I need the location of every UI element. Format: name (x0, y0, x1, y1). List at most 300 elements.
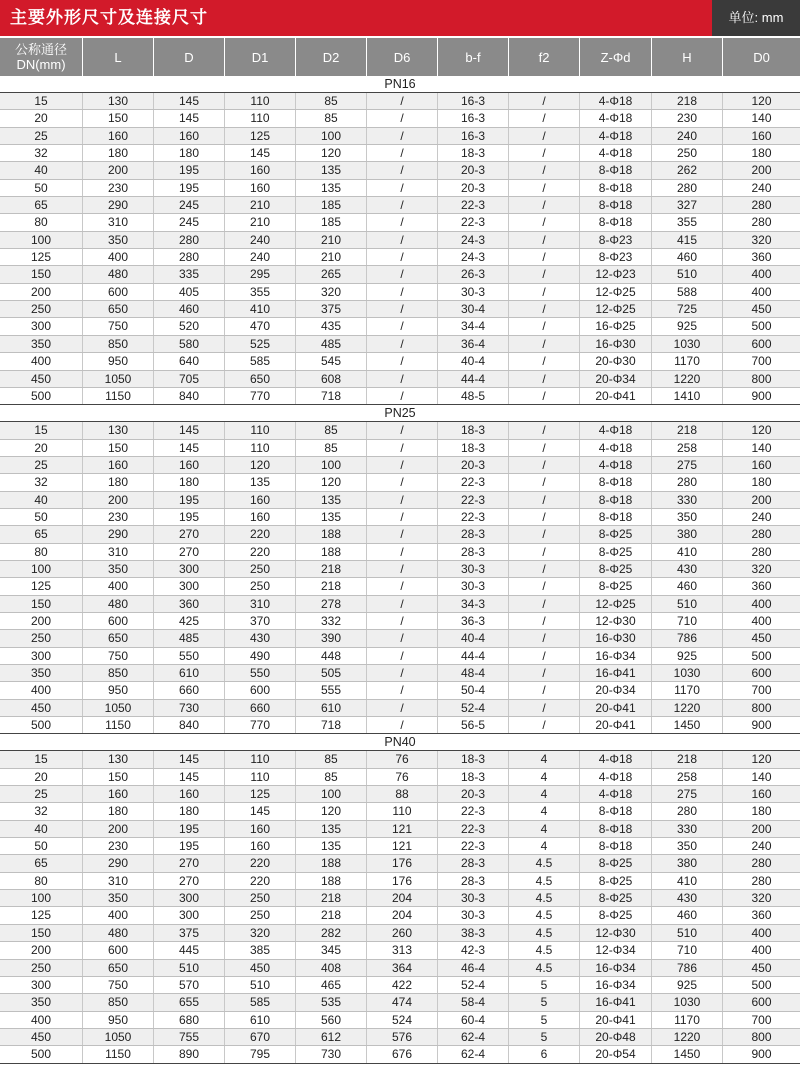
table-cell: 135 (296, 509, 367, 525)
section-title: PN25 (0, 405, 800, 422)
table-row (0, 1029, 800, 1046)
table-cell: 145 (154, 93, 225, 109)
table-cell: 1150 (83, 388, 154, 404)
table-cell: 25 (0, 457, 83, 473)
table-cell: 1150 (83, 1046, 154, 1062)
table-cell: 350 (0, 665, 83, 681)
table-cell: 220 (225, 526, 296, 542)
table-cell: 60-4 (438, 1012, 509, 1028)
table-cell: 800 (751, 700, 772, 715)
table-cell: 480 (83, 596, 154, 612)
table-cell: 8-Φ18 (580, 492, 652, 508)
table-row (0, 440, 800, 457)
table-cell: 16-Φ30 (580, 336, 652, 352)
column-header: D1 (225, 38, 296, 76)
table-cell: 8-Φ18 (580, 180, 652, 196)
table-cell: 8-Φ23 (580, 249, 652, 265)
table-cell: 500 (0, 388, 83, 404)
table-cell: 100 (0, 561, 83, 577)
table-cell: / (509, 266, 580, 282)
table-cell: 50 (0, 180, 83, 196)
table-cell: / (509, 578, 580, 594)
table-cell: 38-3 (438, 925, 509, 941)
table-cell: 188 (296, 526, 367, 542)
table-row (0, 509, 800, 526)
table-cell: / (367, 353, 438, 369)
table-cell: 44-4 (438, 648, 509, 664)
table-cell: 545 (296, 353, 367, 369)
table-cell: 200 (83, 821, 154, 837)
table-cell: 380 (652, 855, 723, 871)
table-cell: 500 (0, 1046, 83, 1062)
table-cell: / (509, 682, 580, 698)
table-cell: 450 (0, 700, 83, 716)
table-cell: 210 (225, 197, 296, 213)
table-row (0, 388, 800, 405)
column-header: D2 (296, 38, 367, 76)
table-cell: 8-Φ18 (580, 197, 652, 213)
table-cell: 676 (367, 1046, 438, 1062)
table-row (0, 578, 800, 595)
table-cell: 608 (296, 371, 367, 387)
table-cell: 710 (652, 613, 723, 629)
table-row (0, 890, 800, 907)
table-row (0, 301, 800, 318)
table-cell: 450 (225, 960, 296, 976)
table-cell: 8-Φ18 (580, 474, 652, 490)
table-cell: 16-Φ25 (580, 318, 652, 334)
table-cell: 20 (0, 440, 83, 456)
table-row (0, 700, 800, 717)
table-cell: 460 (154, 301, 225, 317)
table-cell: 15 (0, 751, 83, 767)
table-cell: 180 (83, 474, 154, 490)
table-row (0, 561, 800, 578)
table-cell: 250 (0, 301, 83, 317)
table-cell: 16-Φ34 (580, 977, 652, 993)
section-title: PN40 (0, 734, 800, 751)
table-cell: 16-3 (438, 128, 509, 144)
table-row (0, 907, 800, 924)
table-cell: 400 (751, 267, 772, 282)
table-cell: 350 (83, 561, 154, 577)
table-cell: 8-Φ18 (580, 803, 652, 819)
table-cell: 20 (0, 769, 83, 785)
table-cell: / (367, 457, 438, 473)
table-cell: 435 (296, 318, 367, 334)
table-cell: 195 (154, 492, 225, 508)
table-cell: / (367, 561, 438, 577)
table-cell: 510 (652, 925, 723, 941)
table-cell: / (509, 197, 580, 213)
table-cell: 900 (751, 718, 772, 733)
table-cell: / (509, 526, 580, 542)
table-cell: 230 (83, 180, 154, 196)
table-cell: 135 (296, 821, 367, 837)
table-cell: 700 (751, 354, 772, 369)
table-row (0, 717, 800, 734)
table-cell: 950 (83, 1012, 154, 1028)
table-cell: 40-4 (438, 353, 509, 369)
table-cell: 1150 (83, 717, 154, 733)
table-cell: / (367, 162, 438, 178)
table-cell: 195 (154, 838, 225, 854)
table-cell: 525 (225, 336, 296, 352)
table-cell: 25 (0, 786, 83, 802)
pressure-section (0, 734, 800, 1063)
table-cell: / (509, 544, 580, 560)
table-cell: 1030 (652, 665, 723, 681)
table-cell: / (367, 700, 438, 716)
table-cell: 300 (154, 578, 225, 594)
table-cell: 22-3 (438, 214, 509, 230)
table-cell: 400 (83, 907, 154, 923)
table-cell: 28-3 (438, 873, 509, 889)
table-cell: 410 (652, 544, 723, 560)
table-cell: 50 (0, 509, 83, 525)
table-cell: 320 (296, 284, 367, 300)
table-cell: 125 (0, 249, 83, 265)
table-cell: / (367, 509, 438, 525)
column-header: D (154, 38, 225, 76)
table-cell: 22-3 (438, 803, 509, 819)
table-cell: / (367, 232, 438, 248)
table-cell: 12-Φ30 (580, 613, 652, 629)
table-cell: 588 (652, 284, 723, 300)
table-row (0, 128, 800, 145)
table-row (0, 838, 800, 855)
table-cell: 925 (652, 648, 723, 664)
table-cell: 218 (652, 751, 723, 767)
table-cell: 4 (509, 751, 580, 767)
table-cell: / (367, 474, 438, 490)
table-cell: / (367, 128, 438, 144)
table-cell: 850 (83, 994, 154, 1010)
table-cell: 195 (154, 162, 225, 178)
table-cell: 550 (225, 665, 296, 681)
table-cell: / (509, 162, 580, 178)
table-cell: 4 (509, 786, 580, 802)
table-cell: 570 (154, 977, 225, 993)
table-cell: 510 (225, 977, 296, 993)
table-cell: 188 (296, 855, 367, 871)
table-cell: 85 (296, 422, 367, 438)
table-cell: 200 (83, 162, 154, 178)
table-cell: 135 (296, 180, 367, 196)
table-row (0, 613, 800, 630)
table-cell: 110 (225, 440, 296, 456)
table-cell: 80 (0, 544, 83, 560)
table-cell: 600 (83, 942, 154, 958)
table-cell: / (509, 353, 580, 369)
table-cell: 121 (367, 821, 438, 837)
table-cell: / (509, 318, 580, 334)
table-cell: 176 (367, 873, 438, 889)
table-cell: 40-4 (438, 630, 509, 646)
table-cell: 56-5 (438, 717, 509, 733)
table-cell: / (509, 613, 580, 629)
table-cell: 4-Φ18 (580, 751, 652, 767)
table-cell: 180 (154, 145, 225, 161)
table-cell: 4-Φ18 (580, 457, 652, 473)
table-cell: 160 (225, 509, 296, 525)
table-cell: 4.5 (509, 942, 580, 958)
table-cell: 405 (154, 284, 225, 300)
table-cell: 200 (751, 163, 772, 178)
table-cell: 40 (0, 162, 83, 178)
table-cell: 8-Φ25 (580, 873, 652, 889)
table-cell: 20-Φ41 (580, 1012, 652, 1028)
table-cell: 125 (0, 907, 83, 923)
table-cell: / (509, 110, 580, 126)
table-cell: 32 (0, 474, 83, 490)
table-cell: 100 (296, 457, 367, 473)
table-cell: / (367, 526, 438, 542)
table-cell: 160 (225, 180, 296, 196)
table-row (0, 474, 800, 491)
table-cell: / (509, 561, 580, 577)
table-cell: 327 (652, 197, 723, 213)
table-cell: 135 (296, 492, 367, 508)
table-cell: 62-4 (438, 1029, 509, 1045)
table-cell: 188 (296, 873, 367, 889)
table-cell: 320 (751, 232, 772, 247)
table-cell: 510 (154, 960, 225, 976)
table-cell: 585 (225, 994, 296, 1010)
table-cell: 460 (652, 249, 723, 265)
table-cell: 270 (154, 873, 225, 889)
table-cell: 20-Φ34 (580, 682, 652, 698)
table-cell: 600 (83, 613, 154, 629)
table-cell: 430 (225, 630, 296, 646)
table-cell: 160 (225, 821, 296, 837)
table-cell: 585 (225, 353, 296, 369)
table-cell: / (509, 474, 580, 490)
table-cell: 20 (0, 110, 83, 126)
table-cell: 460 (652, 907, 723, 923)
table-row (0, 994, 800, 1011)
table-cell: 125 (225, 128, 296, 144)
table-cell: 400 (83, 578, 154, 594)
table-cell: / (509, 214, 580, 230)
pressure-section (0, 76, 800, 405)
table-cell: 120 (751, 752, 772, 767)
table-cell: 1170 (652, 682, 723, 698)
table-cell: 12-Φ30 (580, 925, 652, 941)
table-cell: 840 (154, 717, 225, 733)
table-cell: 450 (0, 1029, 83, 1045)
table-cell: 400 (751, 925, 772, 940)
table-cell: 30-3 (438, 578, 509, 594)
table-cell: 12-Φ25 (580, 284, 652, 300)
column-header: D0 (753, 49, 770, 65)
table-cell: 100 (0, 890, 83, 906)
table-cell: 1170 (652, 353, 723, 369)
table-cell: 16-Φ34 (580, 648, 652, 664)
table-cell: 310 (83, 214, 154, 230)
table-cell: 280 (154, 249, 225, 265)
table-cell: 130 (83, 93, 154, 109)
table-cell: 12-Φ34 (580, 942, 652, 958)
table-cell: 465 (296, 977, 367, 993)
page-title: 主要外形尺寸及连接尺寸 (10, 8, 208, 27)
table-cell: 400 (751, 943, 772, 958)
table-cell: 180 (83, 803, 154, 819)
table-cell: 360 (751, 250, 772, 265)
table-cell: 24-3 (438, 232, 509, 248)
table-cell: 50 (0, 838, 83, 854)
table-cell: 280 (751, 856, 772, 871)
table-cell: 265 (296, 266, 367, 282)
table-cell: 360 (154, 596, 225, 612)
table-cell: 30-3 (438, 561, 509, 577)
table-cell: 725 (652, 301, 723, 317)
table-cell: 422 (367, 977, 438, 993)
table-cell: 270 (154, 544, 225, 560)
table-cell: 755 (154, 1029, 225, 1045)
table-row (0, 751, 800, 768)
table-cell: 12-Φ23 (580, 266, 652, 282)
table-cell: 580 (154, 336, 225, 352)
table-row (0, 492, 800, 509)
table-cell: 42-3 (438, 942, 509, 958)
table-cell: 22-3 (438, 821, 509, 837)
table-cell: 500 (751, 648, 772, 663)
table-cell: 32 (0, 145, 83, 161)
table-cell: 258 (652, 440, 723, 456)
table-cell: 230 (83, 838, 154, 854)
table-cell: / (367, 301, 438, 317)
table-cell: 655 (154, 994, 225, 1010)
table-cell: 710 (652, 942, 723, 958)
table-row (0, 596, 800, 613)
table-cell: 20-Φ41 (580, 717, 652, 733)
table-cell: 15 (0, 93, 83, 109)
table-cell: 210 (225, 214, 296, 230)
table-cell: 40 (0, 492, 83, 508)
table-cell: 705 (154, 371, 225, 387)
table-cell: 180 (751, 804, 772, 819)
table-cell: 52-4 (438, 977, 509, 993)
table-cell: 485 (154, 630, 225, 646)
table-cell: 32 (0, 803, 83, 819)
table-cell: 18-3 (438, 422, 509, 438)
table-header (0, 38, 800, 76)
table-cell: 450 (751, 960, 772, 975)
column-header: H (652, 38, 723, 76)
table-cell: 28-3 (438, 855, 509, 871)
table-row (0, 162, 800, 179)
table-cell: / (509, 145, 580, 161)
table-cell: 85 (296, 751, 367, 767)
table-row (0, 180, 800, 197)
table-cell: 100 (0, 232, 83, 248)
table-cell: 240 (751, 839, 772, 854)
table-cell: 795 (225, 1046, 296, 1062)
table-cell: / (367, 648, 438, 664)
column-header: L (83, 38, 154, 76)
table-cell: 20-3 (438, 180, 509, 196)
table-cell: 925 (652, 318, 723, 334)
table-cell: 335 (154, 266, 225, 282)
table-cell: 218 (296, 578, 367, 594)
table-cell: 145 (154, 422, 225, 438)
table-cell: 160 (154, 457, 225, 473)
table-row (0, 977, 800, 994)
table-cell: 240 (751, 180, 772, 195)
table-cell: 160 (83, 128, 154, 144)
table-cell: 262 (652, 162, 723, 178)
table-cell: 320 (225, 925, 296, 941)
table-cell: 150 (0, 266, 83, 282)
table-cell: 12-Φ25 (580, 301, 652, 317)
table-cell: 110 (225, 769, 296, 785)
table-row (0, 960, 800, 977)
table-row (0, 110, 800, 127)
table-cell: 195 (154, 821, 225, 837)
table-cell: 230 (652, 110, 723, 126)
table-cell: 250 (225, 907, 296, 923)
table-cell: 900 (751, 1047, 772, 1062)
table-cell: 375 (296, 301, 367, 317)
table-cell: 58-4 (438, 994, 509, 1010)
table-cell: 44-4 (438, 371, 509, 387)
table-cell: 650 (225, 371, 296, 387)
table-cell: 4-Φ18 (580, 145, 652, 161)
table-cell: 1170 (652, 1012, 723, 1028)
table-cell: 700 (751, 1012, 772, 1027)
table-cell: 218 (296, 907, 367, 923)
table-cell: 610 (154, 665, 225, 681)
table-cell: 750 (83, 977, 154, 993)
table-cell: 750 (83, 648, 154, 664)
table-cell: 1220 (652, 371, 723, 387)
table-cell: 200 (0, 942, 83, 958)
table-cell: 280 (751, 873, 772, 888)
table-cell: 130 (83, 751, 154, 767)
table-cell: 300 (154, 907, 225, 923)
table-cell: 280 (751, 215, 772, 230)
table-cell: / (367, 544, 438, 560)
table-cell: 4.5 (509, 890, 580, 906)
table-row (0, 284, 800, 301)
table-cell: 4.5 (509, 925, 580, 941)
table-cell: 160 (225, 838, 296, 854)
table-cell: 85 (296, 769, 367, 785)
table-cell: / (367, 613, 438, 629)
table-cell: / (367, 110, 438, 126)
table-cell: 120 (751, 423, 772, 438)
column-header: b-f (438, 38, 509, 76)
table-cell: 4-Φ18 (580, 769, 652, 785)
table-row (0, 1046, 800, 1063)
table-cell: 160 (751, 457, 772, 472)
table-cell: 450 (0, 371, 83, 387)
table-cell: 800 (751, 1029, 772, 1044)
table-cell: 204 (367, 907, 438, 923)
table-cell: 320 (751, 891, 772, 906)
table-cell: / (509, 336, 580, 352)
table-cell: 250 (652, 145, 723, 161)
table-row (0, 318, 800, 335)
table-cell: 4.5 (509, 873, 580, 889)
table-cell: 718 (296, 388, 367, 404)
dimension-table (0, 76, 800, 1064)
table-cell: 600 (83, 284, 154, 300)
table-cell: 50-4 (438, 682, 509, 698)
table-cell: 480 (83, 266, 154, 282)
table-cell: 145 (154, 110, 225, 126)
